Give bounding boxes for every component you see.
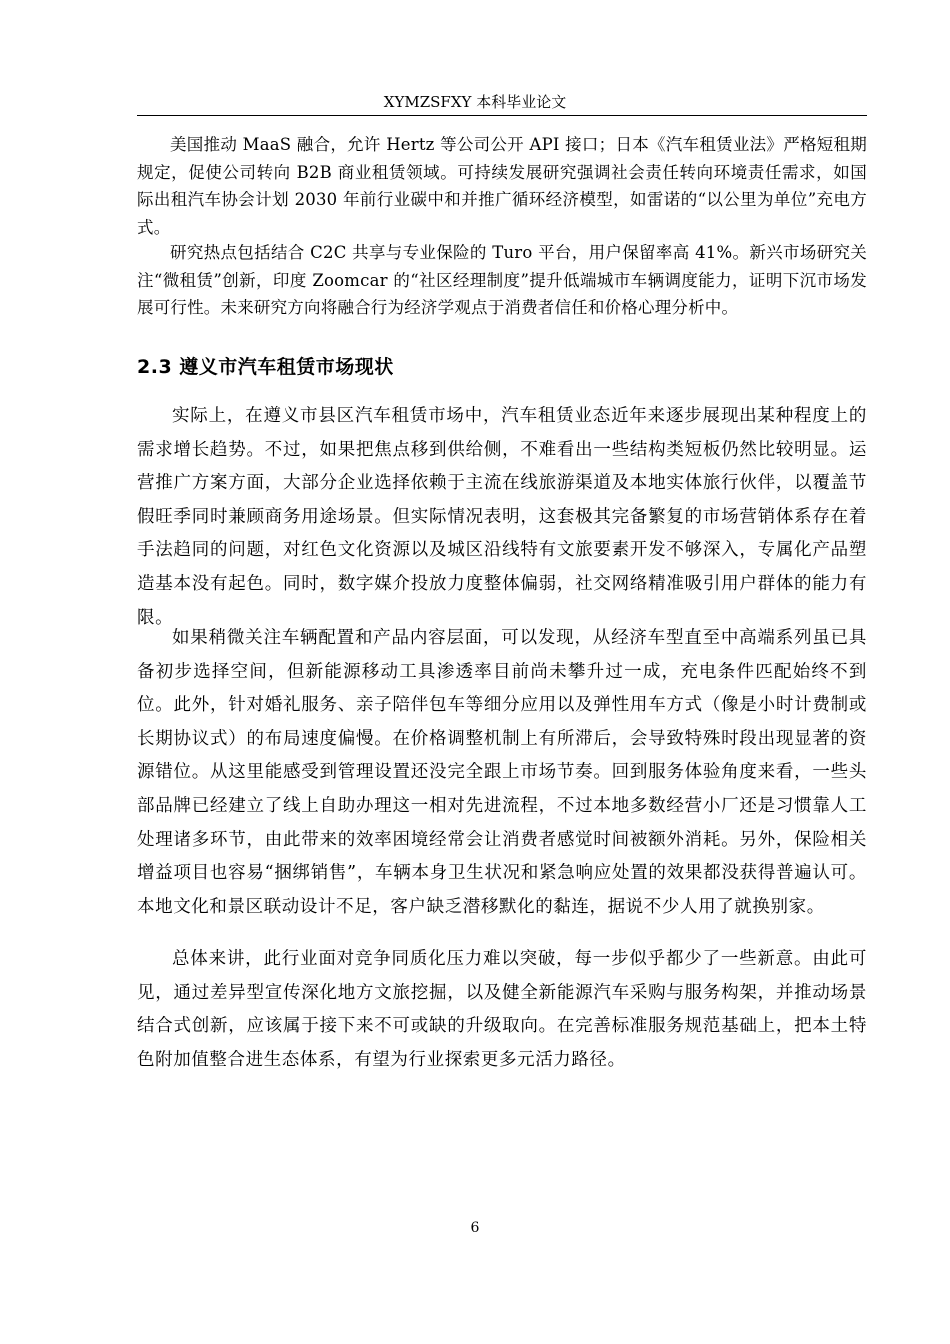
body-paragraph: 如果稍微关注车辆配置和产品内容层面，可以发现，从经济车型直至中高端系列虽已具备初步选择空间，但新能源移动工具渗透率目前尚未攀升过一成，充电条件匹配始终不到位。此外，针对婚礼服务、亲子陪伴包车等细分应用以及弹性用车方式（像是小时计费制或长期协议式）的布局速度偏慢。在价格调整机制上有所滞后，会导致特殊时段出现显著的资源错位。从这里能感受到管理设置还没完全跟上市场节奏。回到服务体验角度来看，一些头部品牌已经建立了线上自助办理这一相对先进流程，不过本地多数经营小厂还是习惯靠人工处理诸多环节，由此带来的效率困境经常会让消费者感觉时间被额外消耗。另外，保险相关增益项目也容易“捆绑销售”，车辆本身卫生状况和紧急响应处置的效果都没获得普遍认可。本地文化和景区联动设计不足，客户缺乏潜移默化的黏连，据说不少人用了就换别家。	[137, 628, 867, 917]
body-paragraph: 研究热点包括结合 C2C 共享与专业保险的 Turo 平台，用户保留率高 41%。新兴市场研究关注“微租赁”创新，印度 Zoomcar 的“社区经理制度”提升低端城市车辆调度能力，证明下沉市场发展可行性。未来研究方向将融合行为经济学观点于消费者信任和价格心理分析中。	[137, 243, 867, 317]
page-number: 6	[470, 1220, 480, 1236]
running-header: XYMZSFXY 本科毕业论文	[383, 93, 567, 111]
header-divider	[137, 115, 867, 116]
body-paragraph: 实际上，在遵义市县区汽车租赁市场中，汽车租赁业态近年来逐步展现出某种程度上的需求增长趋势。不过，如果把焦点移到供给侧，不难看出一些结构类短板仍然比较明显。运营推广方案方面，大部分企业选择依赖于主流在线旅游渠道及本地实体旅行伙伴，以覆盖节假旺季同时兼顾商务用途场景。但实际情况表明，这套极其完备繁复的市场营销体系存在着手法趋同的问题，对红色文化资源以及城区沿线特有文旅要素开发不够深入，专属化产品塑造基本没有起色。同时，数字媒介投放力度整体偏弱，社交网络精准吸引用户群体的能力有限。	[137, 406, 867, 628]
body-paragraph: 总体来讲，此行业面对竞争同质化压力难以突破，每一步似乎都少了一些新意。由此可见，通过差异型宣传深化地方文旅挖掘，以及健全新能源汽车采购与服务构架，并推动场景结合式创新，应该属于接下来不可或缺的升级取向。在完善标准服务规范基础上，把本土特色附加值整合进生态体系，有望为行业探索更多元活力路径。	[137, 949, 867, 1070]
body-paragraph: 美国推动 MaaS 融合，允许 Hertz 等公司公开 API 接口；日本《汽车租赁业法》严格短租期规定，促使公司转向 B2B 商业租赁领域。可持续发展研究强调社会责任转向环境责任需求，如国际出租汽车协会计划 2030 年前行业碳中和并推广循环经济模型，如雷诺的“以公里为单位”充电方式。	[137, 135, 867, 237]
section-heading: 2.3 遵义市汽车租赁市场现状	[137, 356, 394, 378]
